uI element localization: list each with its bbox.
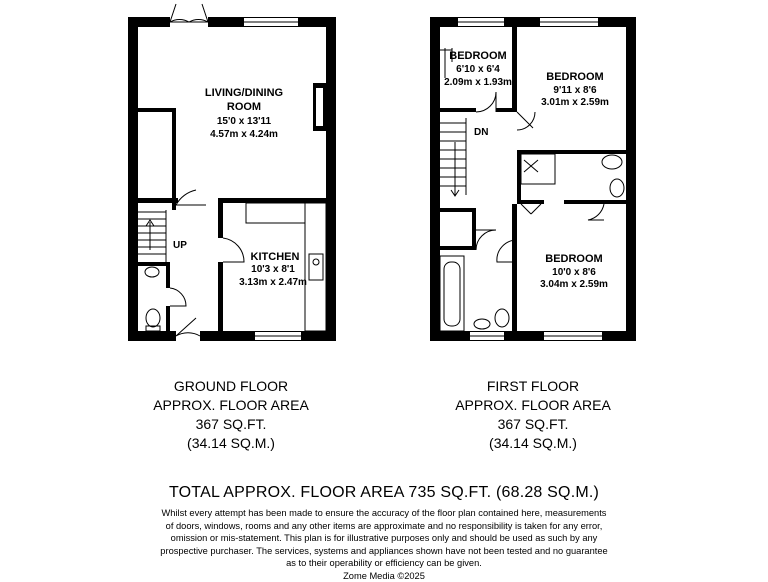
toilet-icon [146, 309, 160, 327]
toilet-icon [495, 309, 509, 327]
basin-icon [145, 267, 159, 277]
caption-line: APPROX. FLOOR AREA [433, 396, 633, 415]
toilet-icon [602, 155, 622, 169]
room-name: KITCHEN [251, 251, 300, 263]
caption-line: GROUND FLOOR [131, 377, 331, 396]
room-dimensions-imperial: 6'10 x 6'4 [456, 64, 500, 75]
wall [430, 17, 440, 341]
wall [172, 198, 176, 210]
french-door-icon [189, 4, 208, 22]
door-swing-icon [170, 288, 186, 306]
room-dimensions-metric: 4.57m x 4.24m [210, 129, 278, 140]
disclaimer-line: of doors, windows, rooms and any other items are approximate and no responsibility is taken for any error, [60, 520, 708, 533]
wall [517, 150, 626, 154]
disclaimer [60, 507, 708, 582]
stairs-up-label: UP [173, 240, 187, 251]
room-dimensions-imperial: 10'3 x 8'1 [251, 264, 295, 275]
room-name: BEDROOM [449, 50, 506, 62]
wall [512, 204, 517, 331]
caption-line: (34.14 SQ.M.) [131, 434, 331, 453]
first-floor-caption [433, 377, 633, 453]
living-dining-room-label [205, 87, 283, 140]
front-door-icon [176, 318, 200, 336]
disclaimer-credit: Zome Media ©2025 [60, 570, 708, 582]
disclaimer-line: Whilst every attempt has been made to ensure the accuracy of the floor plan contained here, measurements [60, 507, 708, 520]
room-dimensions-imperial: 9'11 x 8'6 [553, 85, 597, 96]
bedroom-bottom-label [540, 253, 608, 290]
stairs-down-label: DN [474, 127, 488, 138]
room-dimensions-metric: 3.01m x 2.59m [541, 97, 609, 108]
ground-floor-caption [131, 377, 331, 453]
caption-line: 367 SQ.FT. [131, 415, 331, 434]
caption-line: (34.14 SQ.M.) [433, 434, 633, 453]
wall [218, 198, 326, 203]
room-dimensions-imperial: 15'0 x 13'11 [217, 116, 272, 127]
room-name: ROOM [227, 101, 261, 113]
room-dimensions-metric: 3.04m x 2.59m [540, 279, 608, 290]
room-dimensions-imperial: 10'0 x 8'6 [552, 267, 596, 278]
wall [138, 108, 174, 112]
sink-drain-icon [313, 259, 319, 265]
room-name: BEDROOM [545, 253, 602, 265]
wall [166, 262, 170, 288]
wall [626, 17, 636, 341]
total-floor-area: TOTAL APPROX. FLOOR AREA 735 SQ.FT. (68.28 SQ.M.) [0, 484, 768, 502]
disclaimer-line: omission or mis-statement. This plan is for illustrative purposes only and should be used as such by any [60, 532, 708, 545]
room-dimensions-metric: 2.09m x 1.93m [444, 77, 512, 88]
door-swing-icon [588, 204, 604, 220]
wall [128, 17, 138, 341]
wall [512, 27, 517, 112]
fireplace [316, 88, 323, 126]
basin-icon [474, 319, 490, 329]
wall [430, 331, 636, 341]
caption-line: APPROX. FLOOR AREA [131, 396, 331, 415]
door-swing-icon [517, 112, 535, 130]
wall [564, 200, 626, 204]
caption-line: 367 SQ.FT. [433, 415, 633, 434]
wall [472, 208, 476, 246]
door-swing-icon [476, 92, 496, 112]
wall [218, 262, 223, 336]
basin-icon [610, 179, 624, 197]
sink-icon [309, 254, 323, 280]
wall [440, 208, 474, 212]
kitchen-label [239, 251, 307, 288]
wall [517, 200, 544, 204]
french-door-icon [170, 4, 189, 22]
worktop [246, 203, 305, 223]
wall [496, 108, 517, 112]
wall [218, 198, 223, 238]
wall [172, 108, 176, 198]
wall [440, 108, 476, 112]
stairs-arrow-icon [146, 220, 154, 250]
bedroom-small-label [444, 50, 512, 88]
bath-inner-icon [444, 262, 460, 326]
wall [517, 150, 521, 200]
wall [440, 246, 476, 250]
shower-icon [521, 154, 555, 184]
bedroom-top-label [541, 71, 609, 108]
wall [138, 262, 170, 266]
door-swing-icon [476, 230, 496, 250]
shower-head-icon [524, 160, 538, 172]
caption-line: FIRST FLOOR [433, 377, 633, 396]
room-dimensions-metric: 3.13m x 2.47m [239, 277, 307, 288]
room-name: LIVING/DINING [205, 87, 283, 99]
walls [128, 17, 636, 341]
wall [166, 306, 170, 336]
door-swing-icon [223, 238, 244, 262]
wall [326, 17, 336, 341]
disclaimer-line: as to their operability or efficiency can be given. [60, 557, 708, 570]
wall [128, 17, 170, 27]
room-name: BEDROOM [546, 71, 603, 83]
disclaimer-line: prospective purchaser. The services, systems and appliances shown have not been tested and no guarantee [60, 545, 708, 558]
door-swing-icon [176, 190, 206, 205]
wardrobe-icon [521, 204, 541, 214]
